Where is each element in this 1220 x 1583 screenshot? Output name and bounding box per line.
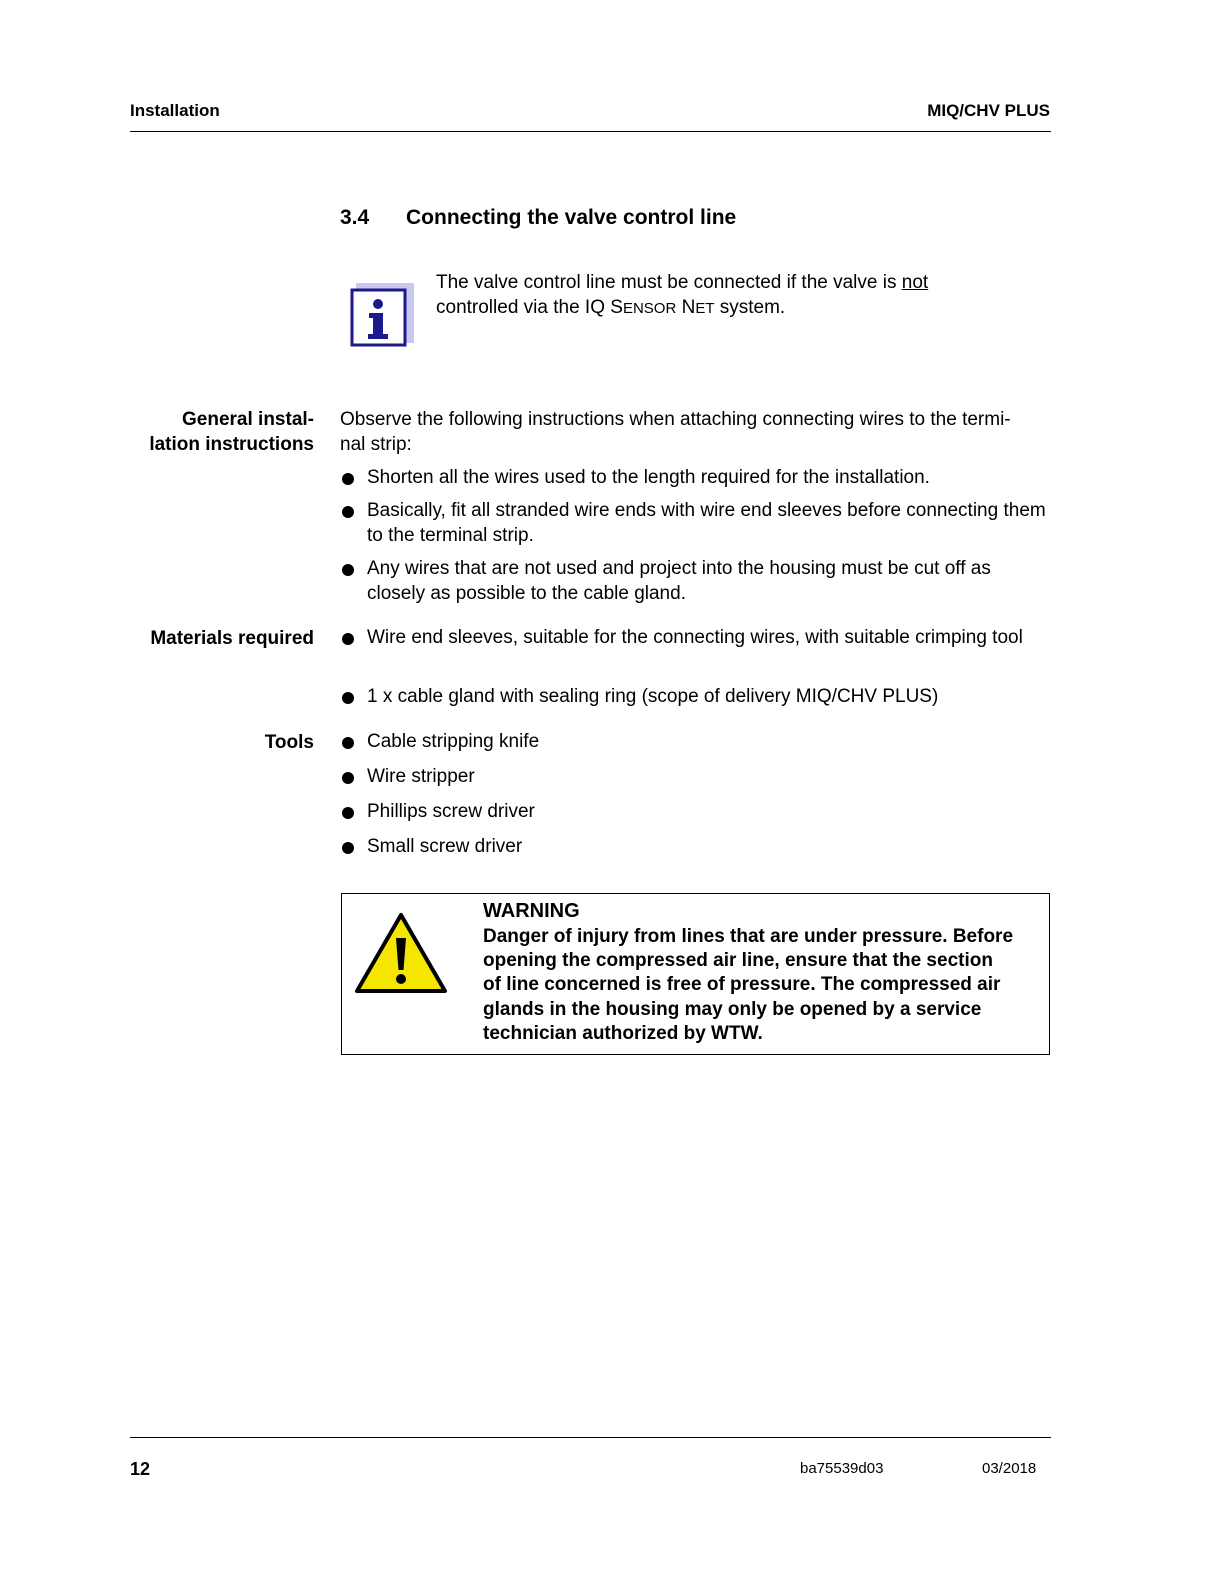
list-item: Wire end sleeves, suitable for the connecting wires, with suitable crimping tool: [340, 626, 1052, 651]
header-section-title: Installation: [130, 101, 220, 120]
header-product-name: MIQ/CHV PLUS: [927, 101, 1050, 120]
bullet-icon: [342, 807, 354, 819]
bullet-icon: [342, 506, 354, 518]
section-title: Connecting the valve control line: [406, 206, 737, 229]
bullet-icon: [342, 772, 354, 784]
header-rule: [130, 131, 1051, 132]
general-instructions-label: General instal- lation instructions: [149, 409, 314, 455]
tools-label: Tools: [264, 732, 314, 753]
warning-box: [341, 893, 1050, 1055]
bullet-icon: [342, 842, 354, 854]
list-item: Cable stripping knife: [340, 730, 1052, 755]
warning-text: Danger of injury from lines that are under pressure. Before opening the compressed air line, ensure that the section of line concerned is free of pressure. The compressed air glands in the housing may only be opened by a service technician authorized by WTW.: [483, 926, 1014, 1044]
bullet-icon: [342, 692, 354, 704]
general-intro: Observe the following instructions when attaching connecting wires to the termi- nal strip:: [340, 409, 1011, 455]
list-item: Basically, fit all stranded wire ends with wire end sleeves before connecting them to the terminal strip.: [340, 499, 1052, 548]
list-item: Shorten all the wires used to the length required for the installation.: [340, 466, 1052, 491]
bullet-icon: [342, 737, 354, 749]
document-date: 03/2018: [982, 1460, 1037, 1477]
info-note-line1: The valve control line must be connected if the valve is not: [436, 272, 929, 293]
section-number: 3.4: [340, 206, 370, 229]
list-item: Phillips screw driver: [340, 800, 1052, 825]
list-item: Any wires that are not used and project into the housing must be cut off as closely as possible to the cable gland.: [340, 557, 1052, 606]
bullet-icon: [342, 633, 354, 645]
warning-triangle-icon: [354, 912, 448, 994]
materials-label: Materials required: [150, 628, 314, 649]
document-id: ba75539d03: [800, 1460, 884, 1477]
warning-title: WARNING: [483, 900, 580, 922]
list-item: Wire stripper: [340, 765, 1052, 790]
info-icon: [350, 283, 416, 347]
footer-rule: [130, 1437, 1051, 1438]
bullet-icon: [342, 564, 354, 576]
info-note: [436, 271, 1036, 321]
bullet-icon: [342, 473, 354, 485]
info-note-line2: controlled via the IQ SENSOR NET system.: [436, 296, 786, 318]
list-item: 1 x cable gland with sealing ring (scope of delivery MIQ/CHV PLUS): [340, 685, 1052, 710]
emphasis-not: not: [901, 272, 929, 293]
list-item: Small screw driver: [340, 835, 1052, 860]
page-number: 12: [130, 1459, 151, 1479]
